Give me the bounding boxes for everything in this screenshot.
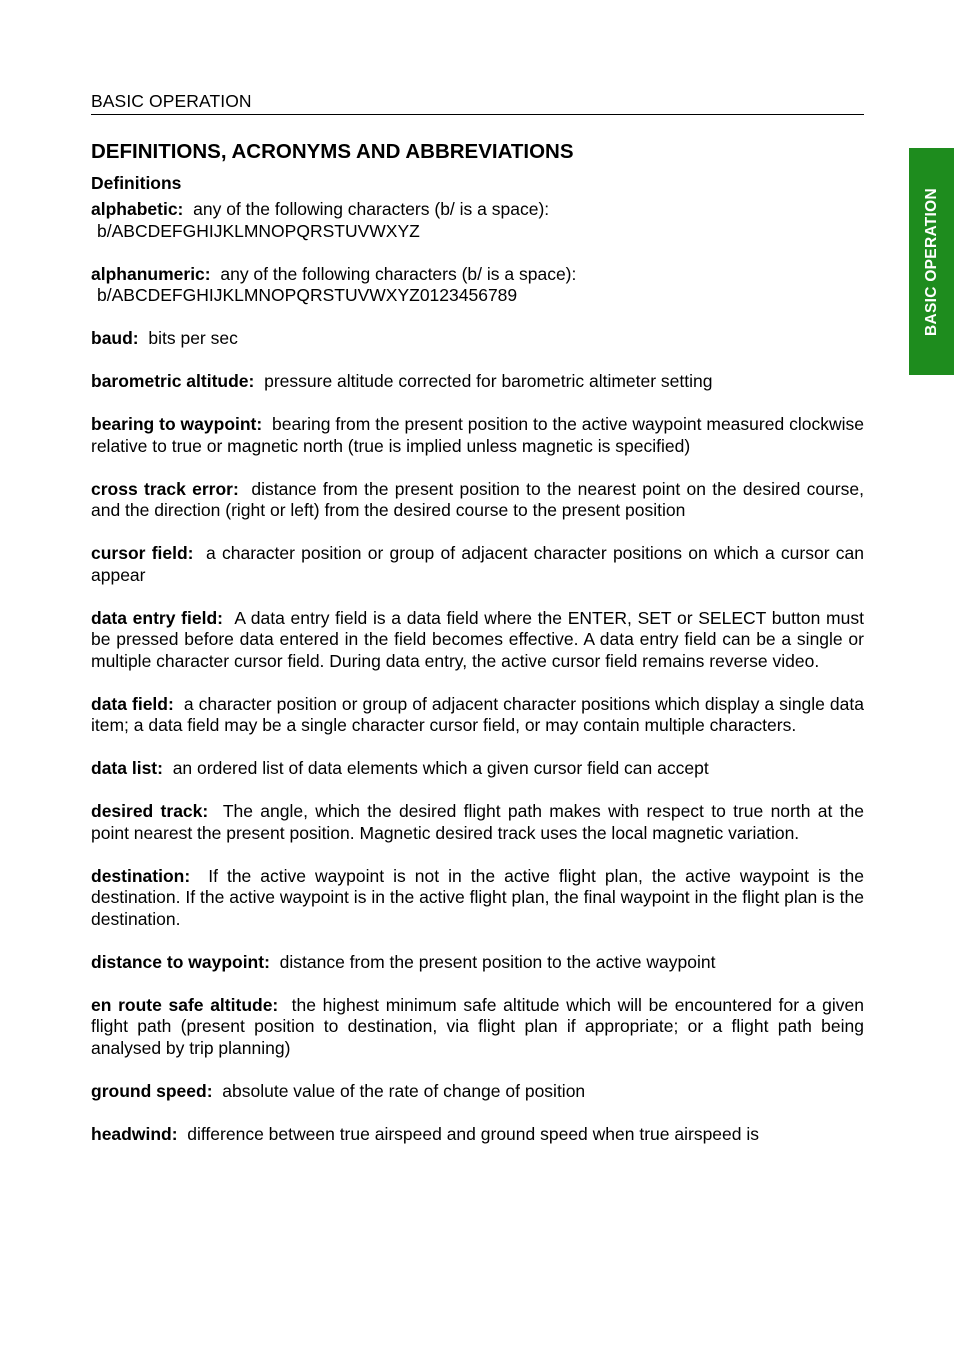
definition-entry [91,758,864,780]
definition-text: an ordered list of data elements which a given cursor field can accept [172,758,709,778]
definition-entry [91,995,864,1060]
definition-text: a character position or group of adjacent character positions on which a cursor can appear [91,543,864,585]
definition-term: en route safe altitude: [91,994,279,1015]
side-tab-label: BASIC OPERATION [922,187,940,336]
definition-text: any of the following characters (b/ is a space): [193,199,550,219]
definition-term: data field: [91,693,174,714]
definition-text: If the active waypoint is not in the active flight plan, the active waypoint is the destination. If the active waypoint is in the active flight plan, the final waypoint in the flight plan is the destination. [91,865,864,929]
definition-entry [91,1081,864,1103]
definition-text: A data entry field is a data field where the ENTER, SET or SELECT button must be pressed before data entered in the field becomes effective. A data entry field can be a single or multiple character cursor field. During data entry, the active cursor field remains reverse video. [91,607,864,671]
definition-text: difference between true airspeed and ground speed when true airspeed is [187,1123,759,1144]
definition-term: alphabetic: [91,199,184,219]
definition-term: desired track: [91,801,209,821]
definition-term: barometric altitude: [91,371,255,391]
definition-term: ground speed: [91,1080,213,1101]
definition-list [91,199,864,1145]
definition-entry [91,328,864,350]
definition-text: absolute value of the rate of change of position [222,1080,586,1101]
definition-term: headwind: [91,1123,178,1144]
definition-entry [91,371,864,393]
definition-term: baud: [91,328,139,348]
definition-entry [91,543,864,586]
definition-term: distance to waypoint: [91,951,270,972]
definition-entry [91,694,864,737]
definition-text: the highest minimum safe altitude which will be encountered for a given flight path (present position to destination, via flight plan if appropriate; or a flight path being analysed by trip planning) [91,994,864,1058]
definition-entry [91,952,864,974]
definition-entry [91,199,864,242]
definition-term: alphanumeric: [91,263,211,284]
definition-text: bits per sec [148,328,238,348]
definition-text: The angle, which the desired flight path makes with respect to true north at the point nearest the present position. Magnetic desired track uses the local magnetic variation. [91,801,864,843]
character-set-sample: b/ABCDEFGHIJKLMNOPQRSTUVWXYZ [97,220,420,241]
character-set-sample: b/ABCDEFGHIJKLMNOPQRSTUVWXYZ0123456789 [97,285,518,305]
definition-term: cross track error: [91,478,239,499]
page-content [91,139,864,1167]
definition-text: any of the following characters (b/ is a space): [220,263,577,284]
definition-term: bearing to waypoint: [91,414,263,434]
definition-term: data entry field: [91,607,223,628]
subsection-title: Definitions [91,173,182,193]
definition-entry [91,264,864,307]
section-side-tab [909,148,954,375]
running-header: BASIC OPERATION [91,91,864,115]
section-title: DEFINITIONS, ACRONYMS AND ABBREVIATIONS [91,140,574,163]
definition-entry [91,1124,864,1146]
definition-entry [91,801,864,844]
definition-text: a character position or group of adjacent character positions which display a single data item; a data field may be a single character cursor field, or may contain multiple characters. [91,693,864,735]
definition-text: distance from the present position to the nearest point on the desired course, and the direction (right or left) from the desired course to the present position [91,478,864,520]
definition-term: data list: [91,758,163,778]
definition-entry [91,414,864,457]
definition-entry [91,608,864,673]
definition-term: destination: [91,865,191,886]
definition-term: cursor field: [91,543,194,563]
definition-text: bearing from the present position to the active waypoint measured clockwise relative to true or magnetic north (true is implied unless magnetic is specified) [91,414,864,456]
definition-entry [91,866,864,931]
definition-text: pressure altitude corrected for barometric altimeter setting [264,371,713,391]
definition-entry [91,479,864,522]
definition-text: distance from the present position to the active waypoint [279,951,716,972]
